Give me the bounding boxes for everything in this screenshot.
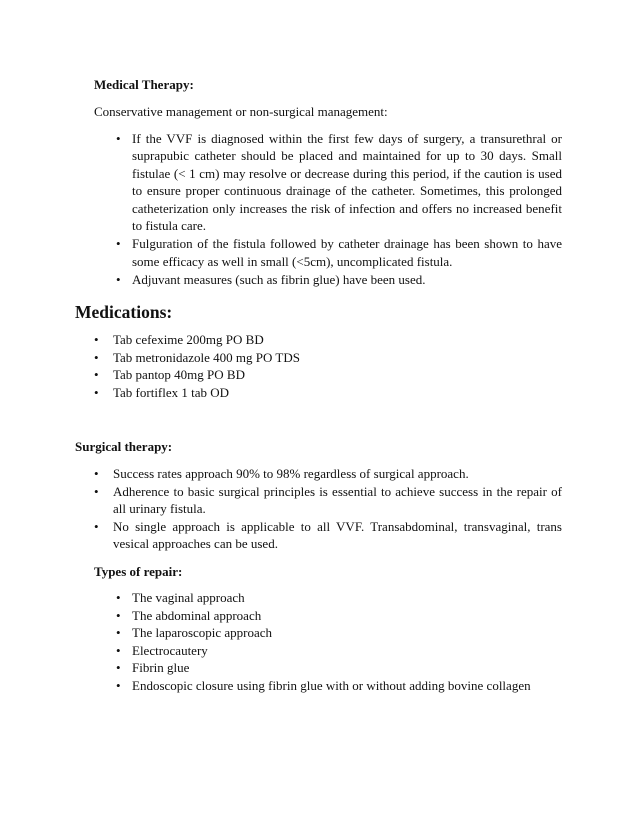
surgical-therapy-heading: Surgical therapy:	[75, 439, 173, 454]
list-item-text: Tab pantop 40mg PO BD	[113, 367, 245, 383]
list-item-text: Success rates approach 90% to 98% regardless of surgical approach.	[113, 466, 469, 481]
list-item-text: The vaginal approach	[132, 590, 245, 605]
bullet-icon: •	[116, 131, 121, 146]
list-item	[94, 518, 562, 553]
medical-therapy-intro: Conservative management or non-surgical management:	[94, 104, 388, 119]
list-item	[116, 642, 562, 659]
bullet-icon: •	[116, 660, 121, 675]
list-item	[116, 271, 562, 288]
bullet-icon: •	[116, 642, 121, 658]
types-of-repair-heading: Types of repair:	[94, 564, 183, 579]
bullet-icon: •	[116, 590, 121, 605]
bullet-icon: •	[116, 236, 121, 252]
list-item	[116, 235, 562, 270]
medical-therapy-heading: Medical Therapy:	[94, 77, 194, 92]
types-of-repair-list	[116, 589, 562, 694]
list-item	[94, 366, 554, 383]
medications-list	[94, 331, 554, 402]
list-item-text: Fulguration of the fistula followed by catheter drainage has been shown to have some efficacy as well in small (<5cm), uncomplicated fistula.	[132, 236, 562, 269]
bullet-icon: •	[116, 607, 121, 623]
list-item	[94, 349, 554, 366]
list-item	[116, 659, 562, 676]
list-item-text: Adherence to basic surgical principles is essential to achieve success in the repair of all urinary fistula.	[113, 483, 562, 517]
list-item	[116, 130, 562, 234]
medications-heading: Medications:	[75, 302, 173, 322]
surgical-therapy-list	[94, 465, 562, 553]
bullet-icon: •	[116, 677, 121, 693]
list-item	[94, 465, 562, 482]
bullet-icon: •	[94, 483, 99, 499]
list-item	[94, 384, 554, 401]
list-item	[116, 677, 562, 694]
list-item-text: Tab cefexime 200mg PO BD	[113, 332, 264, 347]
list-item-text: Electrocautery	[132, 642, 208, 658]
medical-therapy-list	[116, 130, 562, 289]
list-item	[94, 331, 554, 348]
list-item-text: Fibrin glue	[132, 660, 190, 675]
bullet-icon: •	[94, 385, 99, 401]
bullet-icon: •	[116, 625, 121, 640]
bullet-icon: •	[94, 466, 99, 481]
list-item-text: Tab fortiflex 1 tab OD	[113, 385, 230, 401]
list-item	[116, 624, 562, 641]
bullet-icon: •	[94, 367, 99, 383]
list-item-text: The laparoscopic approach	[132, 625, 273, 640]
bullet-icon: •	[94, 349, 99, 365]
list-item-text: Endoscopic closure using fibrin glue with or without adding bovine collagen	[132, 677, 531, 693]
list-item-text: The abdominal approach	[132, 607, 262, 623]
list-item	[116, 607, 562, 624]
bullet-icon: •	[94, 518, 99, 534]
list-item	[116, 589, 562, 606]
bullet-icon: •	[116, 272, 121, 288]
list-item	[94, 483, 562, 518]
list-item-text: Adjuvant measures (such as fibrin glue) have been used.	[132, 272, 426, 288]
list-item-text: If the VVF is diagnosed within the first few days of surgery, a transurethral or suprapubic catheter should be placed and maintained for up to 30 days. Small fistulae (< 1 cm) may resolve or decrease during this period, if the caution is used to ensure proper continuous drainage of the catheter. Sometimes, this prolonged catheterization only increases the risk of infection and offers no increased benefit to fistula care.	[132, 131, 562, 234]
bullet-icon: •	[94, 332, 99, 347]
list-item-text: No single approach is applicable to all VVF. Transabdominal, transvaginal, trans vesical approaches can be used.	[113, 518, 562, 552]
list-item-text: Tab metronidazole 400 mg PO TDS	[113, 349, 300, 365]
